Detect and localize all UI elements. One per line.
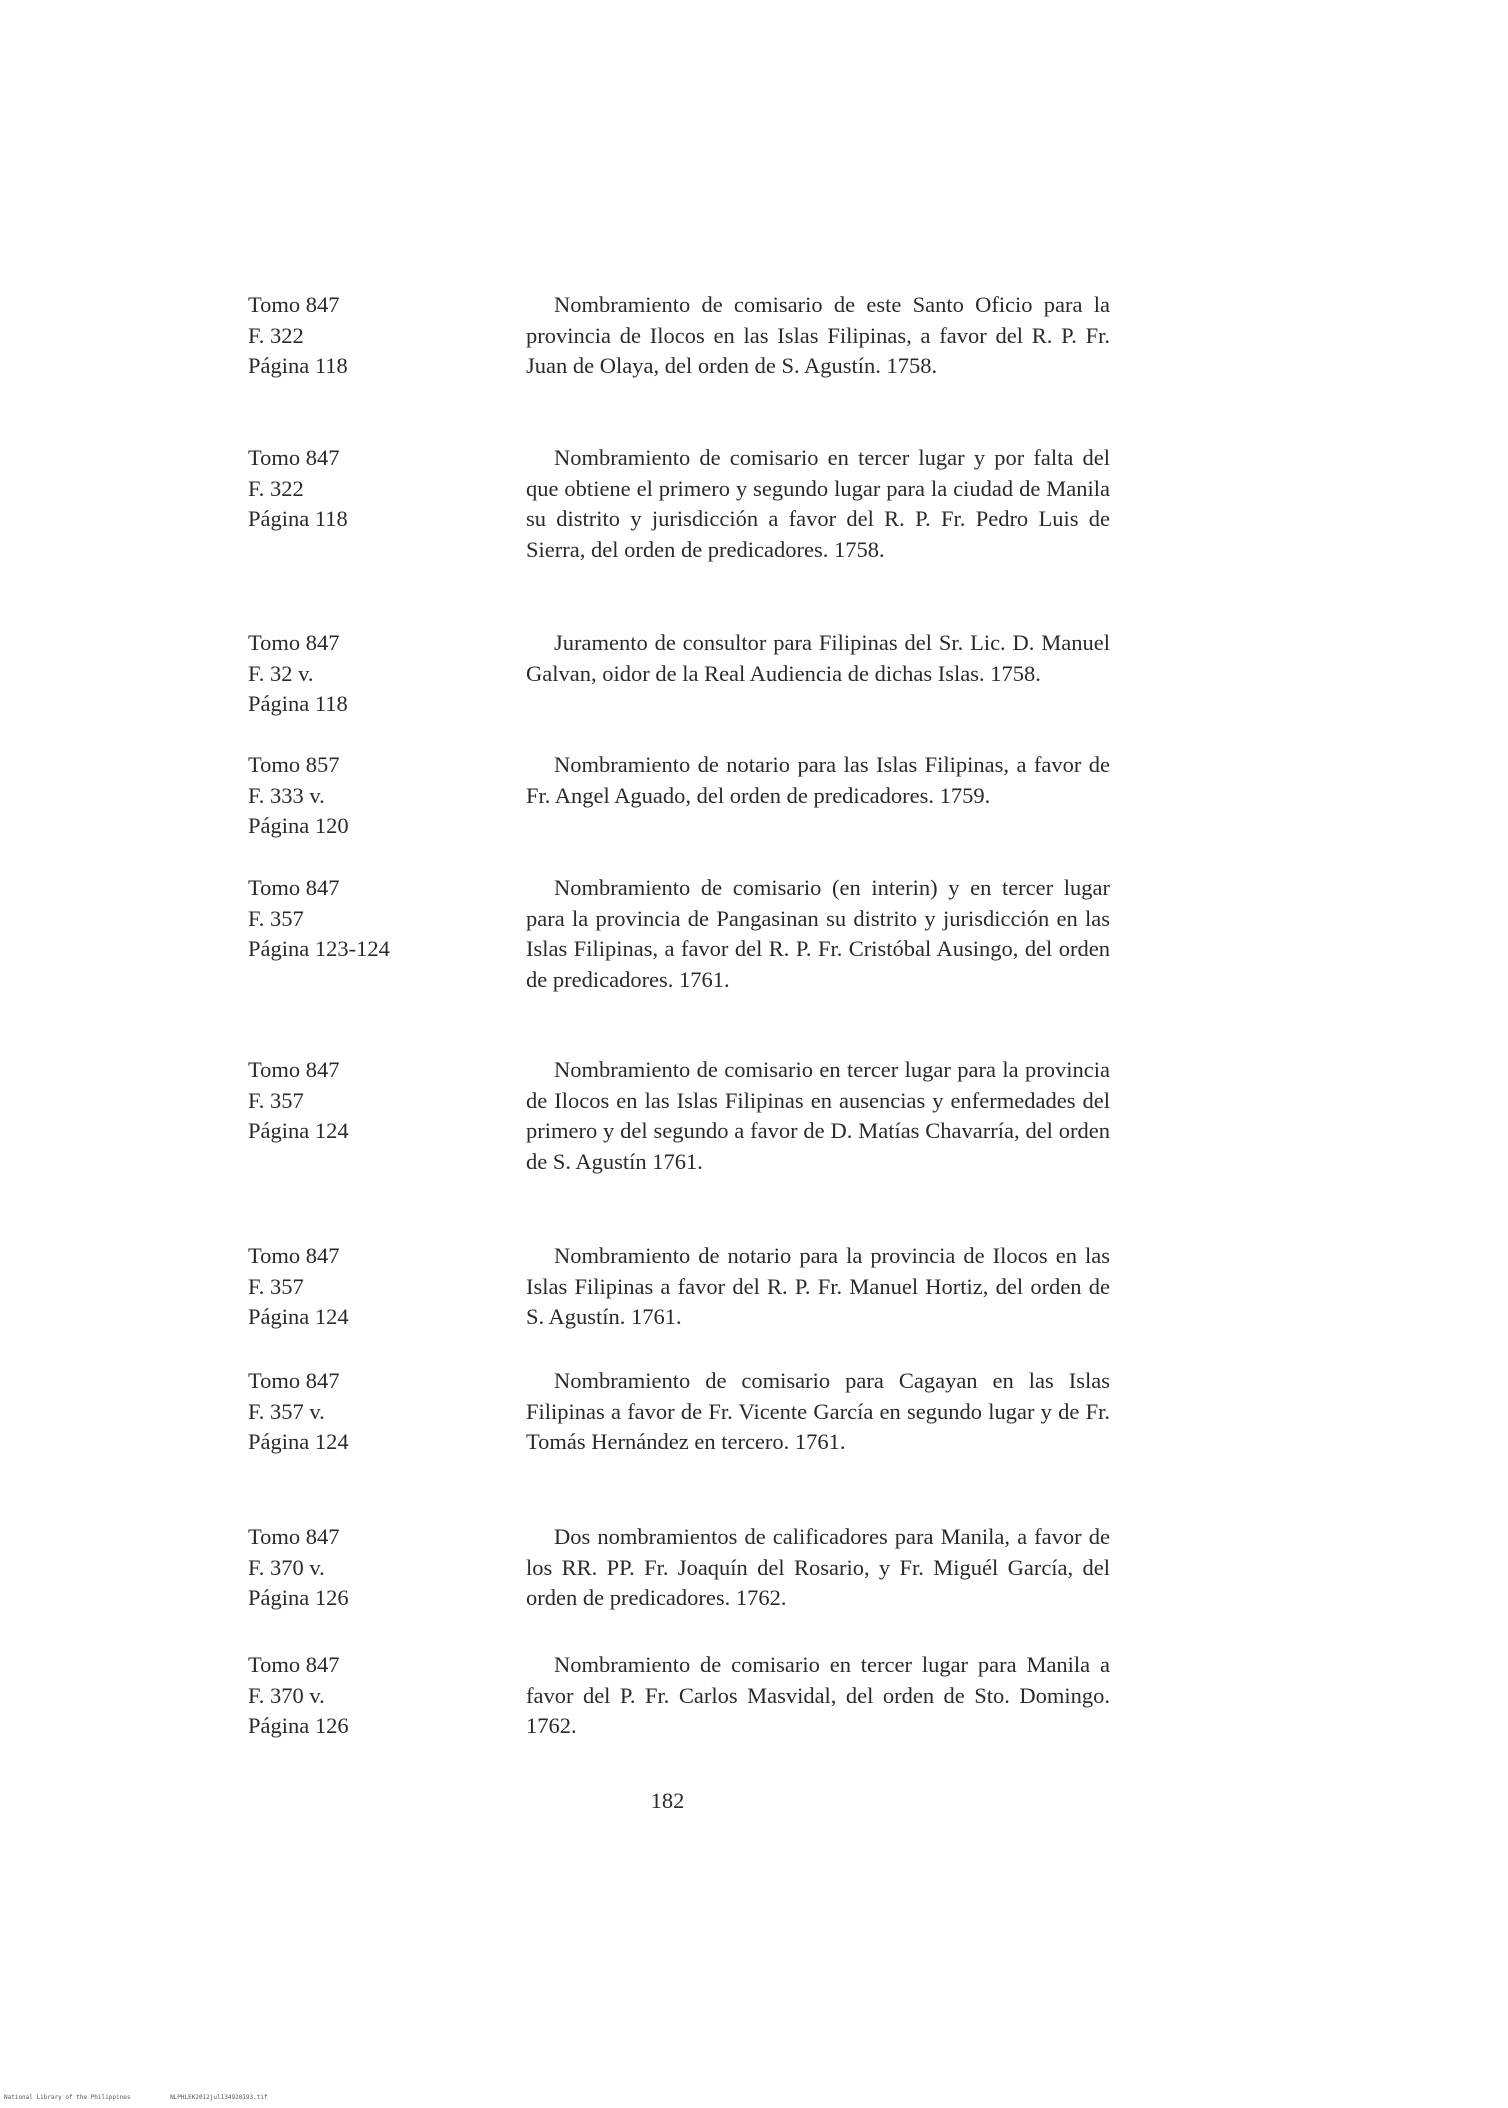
ref-tomo: Tomo 857 [248, 752, 340, 777]
page-number: 182 [650, 1788, 685, 1813]
entry-description: Nombramiento de comisario de este Santo Oficio para la provincia de Ilocos en las Islas Filipinas, a favor del R. P. Fr. Juan de Olaya, del orden de S. Agustín. 1758. [526, 292, 1110, 378]
ref-pagina: Página 124 [248, 1429, 349, 1454]
archive-reference [248, 443, 488, 535]
ref-tomo: Tomo 847 [248, 875, 340, 900]
ref-tomo: Tomo 847 [248, 1524, 340, 1549]
entry-description: Nombramiento de comisario (en interin) y en tercer lugar para la provincia de Pangasinan su distrito y jurisdicción en las Islas Filipinas, a favor del R. P. Fr. Cristóbal Ausingo, del orden de predicadores. 1761. [526, 875, 1110, 992]
ref-tomo: Tomo 847 [248, 1368, 340, 1393]
ref-tomo: Tomo 847 [248, 1057, 340, 1082]
entry-description: Nombramiento de comisario en tercer lugar y por falta del que obtiene el primero y segundo lugar para la ciudad de Manila su distrito y jurisdicción a favor del R. P. Fr. Pedro Luis de Sierra, del orden de predicadores. 1758. [526, 445, 1110, 562]
ref-folio: F. 322 [248, 475, 304, 501]
ref-folio: F. 357 [248, 1273, 304, 1299]
ref-pagina: Página 118 [248, 691, 348, 716]
archive-reference [248, 1522, 488, 1614]
ref-tomo: Tomo 847 [248, 445, 340, 470]
archive-reference [248, 1241, 488, 1333]
entry-description: Nombramiento de notario para las Islas Filipinas, a favor de Fr. Angel Aguado, del orden de predicadores. 1759. [526, 752, 1110, 808]
ref-pagina: Página 118 [248, 353, 348, 378]
ref-pagina: Página 126 [248, 1713, 349, 1738]
ref-pagina: Página 124 [248, 1304, 349, 1329]
ref-folio: F. 357 [248, 1087, 304, 1113]
ref-pagina: Página 120 [248, 813, 349, 838]
entry-description: Dos nombramientos de calificadores para Manila, a favor de los RR. PP. Fr. Joaquín del Rosario, y Fr. Miguél García, del orden de predicadores. 1762. [526, 1524, 1110, 1610]
ref-pagina: Página 123-124 [248, 936, 390, 961]
archive-reference [248, 873, 488, 965]
ref-tomo: Tomo 847 [248, 1652, 340, 1677]
entry-description: Nombramiento de comisario para Cagayan en las Islas Filipinas a favor de Fr. Vicente García en segundo lugar y de Fr. Tomás Hernández en tercero. 1761. [526, 1368, 1110, 1454]
entry-description: Nombramiento de comisario en tercer lugar para Manila a favor del P. Fr. Carlos Masvidal, del orden de Sto. Domingo. 1762. [526, 1652, 1110, 1738]
ref-pagina: Página 126 [248, 1585, 349, 1610]
ref-tomo: Tomo 847 [248, 630, 340, 655]
ref-folio: F. 333 v. [248, 782, 325, 808]
archive-reference [248, 1366, 488, 1458]
ref-folio: F. 322 [248, 322, 304, 348]
footer-library: National Library of the Philippines [4, 2094, 131, 2101]
entry-description: Nombramiento de notario para la provincia de Ilocos en las Islas Filipinas a favor del R. P. Fr. Manuel Hortiz, del orden de S. Agustín. 1761. [526, 1243, 1110, 1329]
archive-reference [248, 628, 488, 720]
entry-description: Nombramiento de comisario en tercer lugar para la provincia de Ilocos en las Islas Filipinas en ausencias y enfermedades del primero y del segundo a favor de D. Matías Chavarría, del orden de S. Agustín 1761. [526, 1057, 1110, 1174]
ref-folio: F. 357 v. [248, 1398, 325, 1424]
ref-tomo: Tomo 847 [248, 1243, 340, 1268]
scan-footer [4, 2094, 304, 2101]
ref-folio: F. 357 [248, 905, 304, 931]
entry-description: Juramento de consultor para Filipinas del Sr. Lic. D. Manuel Galvan, oidor de la Real Audiencia de dichas Islas. 1758. [526, 630, 1110, 686]
archive-reference [248, 1055, 488, 1147]
archive-reference [248, 1650, 488, 1742]
archive-reference [248, 750, 488, 842]
footer-file-id: NLPHLEK2012jul134920193.tif [170, 2094, 268, 2101]
ref-folio: F. 370 v. [248, 1554, 325, 1580]
ref-pagina: Página 118 [248, 506, 348, 531]
archive-reference [248, 290, 488, 382]
ref-pagina: Página 124 [248, 1118, 349, 1143]
ref-tomo: Tomo 847 [248, 292, 340, 317]
ref-folio: F. 32 v. [248, 660, 314, 686]
ref-folio: F. 370 v. [248, 1682, 325, 1708]
